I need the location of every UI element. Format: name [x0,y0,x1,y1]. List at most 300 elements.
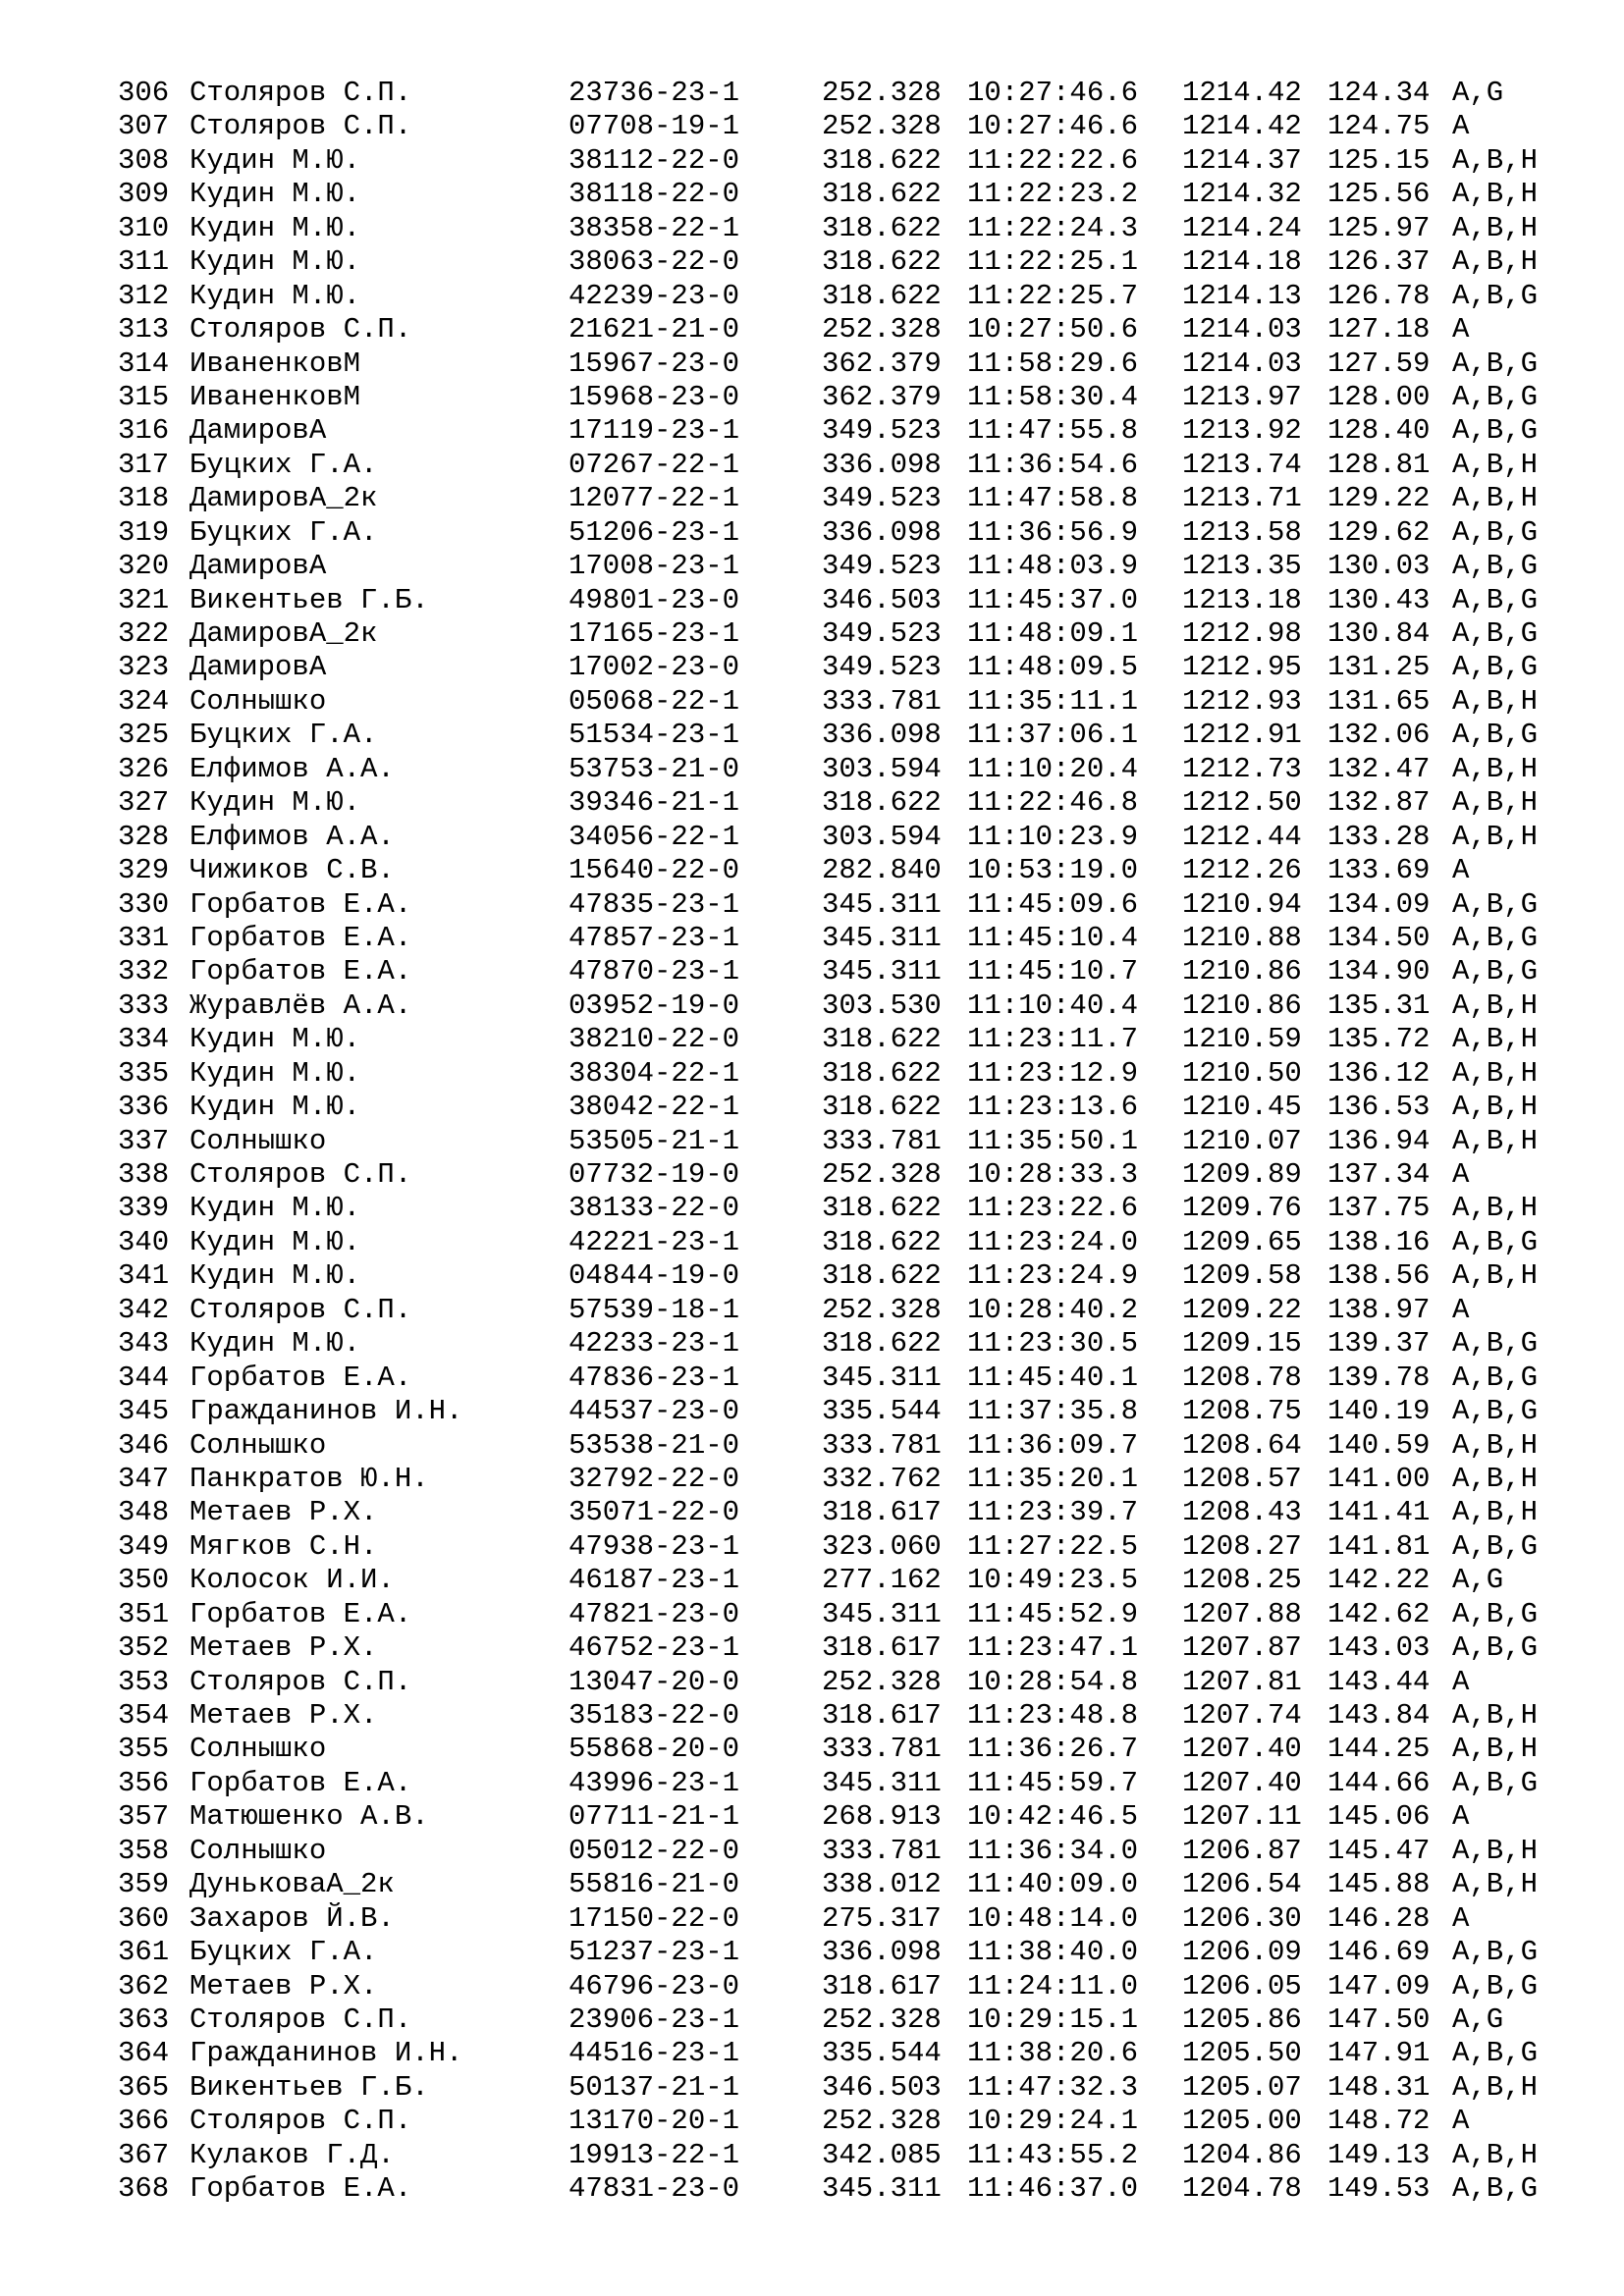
speed-cell: 1207.81 [1182,1665,1302,1698]
row-number-cell: 327 [118,786,170,820]
coefficient-cell: 124.75 [1327,110,1431,143]
coefficient-cell: 145.06 [1327,1800,1431,1834]
speed-cell: 1212.95 [1182,651,1302,684]
speed-cell: 1208.25 [1182,1564,1302,1597]
owner-name-cell: Метаев Р.Х. [189,1969,378,2002]
coefficient-cell: 134.50 [1327,921,1431,954]
distance-cell: 362.379 [822,380,942,413]
arrival-time-cell: 11:48:09.5 [967,651,1139,684]
owner-name-cell: Горбатов Е.А. [189,1766,412,1799]
row-number-cell: 313 [118,313,170,347]
distance-cell: 349.523 [822,482,942,515]
ring-number-cell: 53538-21-0 [568,1428,740,1462]
table-row [118,144,1570,178]
table-row [118,381,1570,414]
table-row [118,1158,1570,1192]
coefficient-cell: 133.28 [1327,820,1431,853]
arrival-time-cell: 11:43:55.2 [967,2138,1139,2171]
speed-cell: 1208.78 [1182,1361,1302,1394]
flags-cell: A,B,H [1452,448,1539,481]
row-number-cell: 344 [118,1361,170,1394]
flags-cell: A,B,G [1452,887,1539,921]
ring-number-cell: 19913-22-1 [568,2138,740,2171]
owner-name-cell: Кудин М.Ю. [189,211,361,244]
row-number-cell: 351 [118,1597,170,1630]
table-row [118,1125,1570,1158]
arrival-time-cell: 11:23:12.9 [967,1056,1139,1090]
owner-name-cell: ДуньковаА_2к [189,1868,395,1901]
table-row [118,1631,1570,1665]
distance-cell: 349.523 [822,414,942,448]
speed-cell: 1208.57 [1182,1462,1302,1495]
arrival-time-cell: 11:37:06.1 [967,719,1139,752]
flags-cell: A [1452,1901,1470,1935]
row-number-cell: 321 [118,583,170,616]
flags-cell: A [1452,110,1470,143]
table-row [118,888,1570,922]
table-row [118,280,1570,313]
distance-cell: 332.762 [822,1462,942,1495]
distance-cell: 346.503 [822,2070,942,2104]
distance-cell: 277.162 [822,1564,942,1597]
owner-name-cell: Горбатов Е.А. [189,955,412,988]
arrival-time-cell: 11:47:58.8 [967,482,1139,515]
flags-cell: A,B,H [1452,820,1539,853]
ring-number-cell: 32792-22-0 [568,1462,740,1495]
distance-cell: 333.781 [822,1124,942,1157]
speed-cell: 1214.03 [1182,313,1302,347]
row-number-cell: 354 [118,1699,170,1732]
coefficient-cell: 132.06 [1327,719,1431,752]
ring-number-cell: 49801-23-0 [568,583,740,616]
speed-cell: 1206.30 [1182,1901,1302,1935]
owner-name-cell: Кудин М.Ю. [189,1259,361,1293]
coefficient-cell: 143.03 [1327,1631,1431,1665]
ring-number-cell: 03952-19-0 [568,988,740,1022]
row-number-cell: 365 [118,2070,170,2104]
coefficient-cell: 149.13 [1327,2138,1431,2171]
arrival-time-cell: 11:47:32.3 [967,2070,1139,2104]
distance-cell: 335.544 [822,1395,942,1428]
flags-cell: A,B,H [1452,1834,1539,1867]
coefficient-cell: 149.53 [1327,2172,1431,2206]
distance-cell: 345.311 [822,921,942,954]
distance-cell: 345.311 [822,955,942,988]
owner-name-cell: Столяров С.П. [189,77,412,109]
distance-cell: 318.617 [822,1969,942,2002]
row-number-cell: 332 [118,955,170,988]
ring-number-cell: 35183-22-0 [568,1699,740,1732]
flags-cell: A,B,G [1452,583,1539,616]
speed-cell: 1209.58 [1182,1259,1302,1293]
distance-cell: 275.317 [822,1901,942,1935]
row-number-cell: 317 [118,448,170,481]
flags-cell: A,B,H [1452,1091,1539,1124]
arrival-time-cell: 11:22:24.3 [967,211,1139,244]
ring-number-cell: 13047-20-0 [568,1665,740,1698]
arrival-time-cell: 11:47:55.8 [967,414,1139,448]
owner-name-cell: Столяров С.П. [189,313,412,347]
ring-number-cell: 07267-22-1 [568,448,740,481]
coefficient-cell: 128.00 [1327,380,1431,413]
flags-cell: A,B,G [1452,414,1539,448]
distance-cell: 342.085 [822,2138,942,2171]
ring-number-cell: 23736-23-1 [568,77,740,109]
coefficient-cell: 148.72 [1327,2105,1431,2138]
flags-cell: A,B,H [1452,143,1539,177]
table-row [118,1530,1570,1564]
ring-number-cell: 38304-22-1 [568,1056,740,1090]
speed-cell: 1208.27 [1182,1529,1302,1563]
owner-name-cell: Столяров С.П. [189,1665,412,1698]
table-row [118,1463,1570,1496]
distance-cell: 349.523 [822,550,942,583]
results-table [118,77,1570,2207]
flags-cell: A,B,G [1452,1969,1539,2002]
row-number-cell: 345 [118,1395,170,1428]
table-row [118,685,1570,719]
table-row [118,1699,1570,1733]
flags-cell: A,B,H [1452,786,1539,820]
coefficient-cell: 138.16 [1327,1225,1431,1258]
flags-cell: A,B,H [1452,178,1539,211]
speed-cell: 1214.42 [1182,77,1302,109]
coefficient-cell: 132.87 [1327,786,1431,820]
owner-name-cell: Буцких Г.А. [189,1936,378,1969]
flags-cell: A,B,G [1452,1597,1539,1630]
arrival-time-cell: 10:27:46.6 [967,110,1139,143]
row-number-cell: 315 [118,380,170,413]
row-number-cell: 330 [118,887,170,921]
coefficient-cell: 131.65 [1327,684,1431,718]
distance-cell: 333.781 [822,1733,942,1766]
arrival-time-cell: 11:45:40.1 [967,1361,1139,1394]
arrival-time-cell: 11:45:09.6 [967,887,1139,921]
arrival-time-cell: 11:24:11.0 [967,1969,1139,2002]
ring-number-cell: 47938-23-1 [568,1529,740,1563]
row-number-cell: 308 [118,143,170,177]
ring-number-cell: 15968-23-0 [568,380,740,413]
arrival-time-cell: 11:48:09.1 [967,617,1139,650]
ring-number-cell: 39346-21-1 [568,786,740,820]
coefficient-cell: 126.78 [1327,279,1431,312]
table-row [118,821,1570,854]
distance-cell: 318.622 [822,143,942,177]
coefficient-cell: 142.62 [1327,1597,1431,1630]
table-row [118,1429,1570,1463]
coefficient-cell: 130.84 [1327,617,1431,650]
ring-number-cell: 05068-22-1 [568,684,740,718]
arrival-time-cell: 11:35:50.1 [967,1124,1139,1157]
flags-cell: A [1452,1293,1470,1326]
table-row [118,1192,1570,1225]
table-row [118,1666,1570,1699]
ring-number-cell: 43996-23-1 [568,1766,740,1799]
ring-number-cell: 50137-21-1 [568,2070,740,2104]
flags-cell: A,B,H [1452,245,1539,279]
ring-number-cell: 07708-19-1 [568,110,740,143]
speed-cell: 1212.91 [1182,719,1302,752]
row-number-cell: 355 [118,1733,170,1766]
distance-cell: 345.311 [822,1766,942,1799]
row-number-cell: 357 [118,1800,170,1834]
row-number-cell: 329 [118,854,170,887]
owner-name-cell: Кудин М.Ю. [189,1225,361,1258]
distance-cell: 318.622 [822,786,942,820]
distance-cell: 335.544 [822,2037,942,2070]
arrival-time-cell: 11:36:26.7 [967,1733,1139,1766]
owner-name-cell: ДамировА [189,651,327,684]
ring-number-cell: 46187-23-1 [568,1564,740,1597]
table-row [118,1800,1570,1834]
speed-cell: 1207.88 [1182,1597,1302,1630]
flags-cell: A,B,G [1452,1327,1539,1361]
row-number-cell: 314 [118,347,170,380]
flags-cell: A,B,H [1452,1056,1539,1090]
speed-cell: 1214.32 [1182,178,1302,211]
speed-cell: 1210.86 [1182,988,1302,1022]
distance-cell: 303.530 [822,988,942,1022]
flags-cell: A [1452,854,1470,887]
coefficient-cell: 125.97 [1327,211,1431,244]
coefficient-cell: 144.25 [1327,1733,1431,1766]
ring-number-cell: 35071-22-0 [568,1496,740,1529]
table-row [118,313,1570,347]
owner-name-cell: Солнышко [189,1124,327,1157]
owner-name-cell: Солнышко [189,1834,327,1867]
speed-cell: 1213.35 [1182,550,1302,583]
owner-name-cell: Кудин М.Ю. [189,786,361,820]
flags-cell: A,B,H [1452,684,1539,718]
coefficient-cell: 140.19 [1327,1395,1431,1428]
distance-cell: 345.311 [822,1361,942,1394]
row-number-cell: 336 [118,1091,170,1124]
ring-number-cell: 17150-22-0 [568,1901,740,1935]
arrival-time-cell: 10:28:40.2 [967,1293,1139,1326]
arrival-time-cell: 11:38:20.6 [967,2037,1139,2070]
table-row [118,1023,1570,1056]
distance-cell: 318.622 [822,1091,942,1124]
coefficient-cell: 141.81 [1327,1529,1431,1563]
owner-name-cell: Кудин М.Ю. [189,245,361,279]
arrival-time-cell: 11:45:37.0 [967,583,1139,616]
distance-cell: 318.622 [822,1225,942,1258]
table-row [118,989,1570,1023]
speed-cell: 1213.18 [1182,583,1302,616]
distance-cell: 318.617 [822,1496,942,1529]
table-row [118,1598,1570,1631]
arrival-time-cell: 11:23:22.6 [967,1192,1139,1225]
coefficient-cell: 148.31 [1327,2070,1431,2104]
flags-cell: A,B,G [1452,1361,1539,1394]
table-row [118,1936,1570,1969]
table-row [118,1496,1570,1529]
flags-cell: A,B,H [1452,752,1539,785]
distance-cell: 333.781 [822,1834,942,1867]
speed-cell: 1214.42 [1182,110,1302,143]
ring-number-cell: 17119-23-1 [568,414,740,448]
table-row [118,1362,1570,1395]
speed-cell: 1214.24 [1182,211,1302,244]
owner-name-cell: ДамировА_2к [189,617,378,650]
coefficient-cell: 139.78 [1327,1361,1431,1394]
flags-cell: A,B,G [1452,550,1539,583]
owner-name-cell: Кудин М.Ю. [189,1192,361,1225]
flags-cell: A,B,G [1452,955,1539,988]
speed-cell: 1206.87 [1182,1834,1302,1867]
ring-number-cell: 17008-23-1 [568,550,740,583]
distance-cell: 282.840 [822,854,942,887]
speed-cell: 1205.07 [1182,2070,1302,2104]
distance-cell: 349.523 [822,617,942,650]
coefficient-cell: 129.62 [1327,515,1431,549]
table-row [118,1902,1570,1936]
arrival-time-cell: 11:10:20.4 [967,752,1139,785]
flags-cell: A,B,G [1452,2172,1539,2206]
row-number-cell: 338 [118,1158,170,1191]
flags-cell: A,B,G [1452,921,1539,954]
owner-name-cell: Горбатов Е.А. [189,921,412,954]
row-number-cell: 364 [118,2037,170,2070]
flags-cell: A,B,H [1452,1124,1539,1157]
arrival-time-cell: 10:42:46.5 [967,1800,1139,1834]
ring-number-cell: 44516-23-1 [568,2037,740,2070]
speed-cell: 1212.93 [1182,684,1302,718]
flags-cell: A,B,G [1452,1225,1539,1258]
arrival-time-cell: 11:10:23.9 [967,820,1139,853]
coefficient-cell: 145.88 [1327,1868,1431,1901]
flags-cell: A,B,H [1452,988,1539,1022]
arrival-time-cell: 11:38:40.0 [967,1936,1139,1969]
owner-name-cell: Гражданинов И.Н. [189,2037,463,2070]
table-row [118,77,1570,110]
table-row [118,1868,1570,1901]
row-number-cell: 326 [118,752,170,785]
distance-cell: 318.622 [822,1056,942,1090]
arrival-time-cell: 11:22:23.2 [967,178,1139,211]
arrival-time-cell: 11:27:22.5 [967,1529,1139,1563]
arrival-time-cell: 11:23:11.7 [967,1023,1139,1056]
owner-name-cell: Кудин М.Ю. [189,178,361,211]
row-number-cell: 360 [118,1901,170,1935]
ring-number-cell: 38042-22-1 [568,1091,740,1124]
coefficient-cell: 146.28 [1327,1901,1431,1935]
speed-cell: 1212.26 [1182,854,1302,887]
table-row [118,212,1570,245]
flags-cell: A,B,G [1452,279,1539,312]
table-row [118,1395,1570,1428]
row-number-cell: 335 [118,1056,170,1090]
row-number-cell: 318 [118,482,170,515]
ring-number-cell: 51534-23-1 [568,719,740,752]
table-row [118,2071,1570,2105]
flags-cell: A,B,G [1452,1631,1539,1665]
flags-cell: A,B,H [1452,2138,1539,2171]
distance-cell: 323.060 [822,1529,942,1563]
owner-name-cell: Гражданинов И.Н. [189,1395,463,1428]
speed-cell: 1212.73 [1182,752,1302,785]
row-number-cell: 334 [118,1023,170,1056]
ring-number-cell: 55868-20-0 [568,1733,740,1766]
flags-cell: A [1452,1158,1470,1191]
coefficient-cell: 134.09 [1327,887,1431,921]
owner-name-cell: Захаров Й.В. [189,1901,395,1935]
row-number-cell: 339 [118,1192,170,1225]
speed-cell: 1214.37 [1182,143,1302,177]
owner-name-cell: Кулаков Г.Д. [189,2138,395,2171]
arrival-time-cell: 11:23:39.7 [967,1496,1139,1529]
owner-name-cell: Горбатов Е.А. [189,887,412,921]
ring-number-cell: 38063-22-0 [568,245,740,279]
coefficient-cell: 136.94 [1327,1124,1431,1157]
row-number-cell: 311 [118,245,170,279]
speed-cell: 1210.94 [1182,887,1302,921]
ring-number-cell: 53505-21-1 [568,1124,740,1157]
coefficient-cell: 135.31 [1327,988,1431,1022]
owner-name-cell: Матюшенко А.В. [189,1800,429,1834]
table-row [118,482,1570,515]
arrival-time-cell: 10:49:23.5 [967,1564,1139,1597]
owner-name-cell: Горбатов Е.А. [189,1597,412,1630]
arrival-time-cell: 11:22:25.1 [967,245,1139,279]
flags-cell: A,B,G [1452,651,1539,684]
flags-cell: A [1452,1800,1470,1834]
coefficient-cell: 143.84 [1327,1699,1431,1732]
row-number-cell: 325 [118,719,170,752]
arrival-time-cell: 11:23:24.0 [967,1225,1139,1258]
flags-cell: A,G [1452,1564,1504,1597]
distance-cell: 336.098 [822,719,942,752]
ring-number-cell: 34056-22-1 [568,820,740,853]
flags-cell: A,G [1452,77,1504,109]
speed-cell: 1213.71 [1182,482,1302,515]
owner-name-cell: Кудин М.Ю. [189,1327,361,1361]
coefficient-cell: 141.41 [1327,1496,1431,1529]
distance-cell: 318.622 [822,1192,942,1225]
ring-number-cell: 05012-22-0 [568,1834,740,1867]
ring-number-cell: 57539-18-1 [568,1293,740,1326]
coefficient-cell: 127.59 [1327,347,1431,380]
ring-number-cell: 17165-23-1 [568,617,740,650]
coefficient-cell: 141.00 [1327,1462,1431,1495]
coefficient-cell: 136.12 [1327,1056,1431,1090]
arrival-time-cell: 11:45:10.4 [967,921,1139,954]
speed-cell: 1212.44 [1182,820,1302,853]
distance-cell: 318.617 [822,1631,942,1665]
distance-cell: 345.311 [822,2172,942,2206]
owner-name-cell: Панкратов Ю.Н. [189,1462,429,1495]
ring-number-cell: 38358-22-1 [568,211,740,244]
distance-cell: 345.311 [822,1597,942,1630]
row-number-cell: 341 [118,1259,170,1293]
row-number-cell: 340 [118,1225,170,1258]
coefficient-cell: 128.40 [1327,414,1431,448]
coefficient-cell: 127.18 [1327,313,1431,347]
arrival-time-cell: 11:35:20.1 [967,1462,1139,1495]
coefficient-cell: 125.15 [1327,143,1431,177]
arrival-time-cell: 11:35:11.1 [967,684,1139,718]
table-row [118,786,1570,820]
arrival-time-cell: 11:22:25.7 [967,279,1139,312]
coefficient-cell: 131.25 [1327,651,1431,684]
coefficient-cell: 143.44 [1327,1665,1431,1698]
flags-cell: A,B,G [1452,347,1539,380]
distance-cell: 318.622 [822,1023,942,1056]
row-number-cell: 322 [118,617,170,650]
coefficient-cell: 128.81 [1327,448,1431,481]
row-number-cell: 323 [118,651,170,684]
flags-cell: A,B,H [1452,2070,1539,2104]
